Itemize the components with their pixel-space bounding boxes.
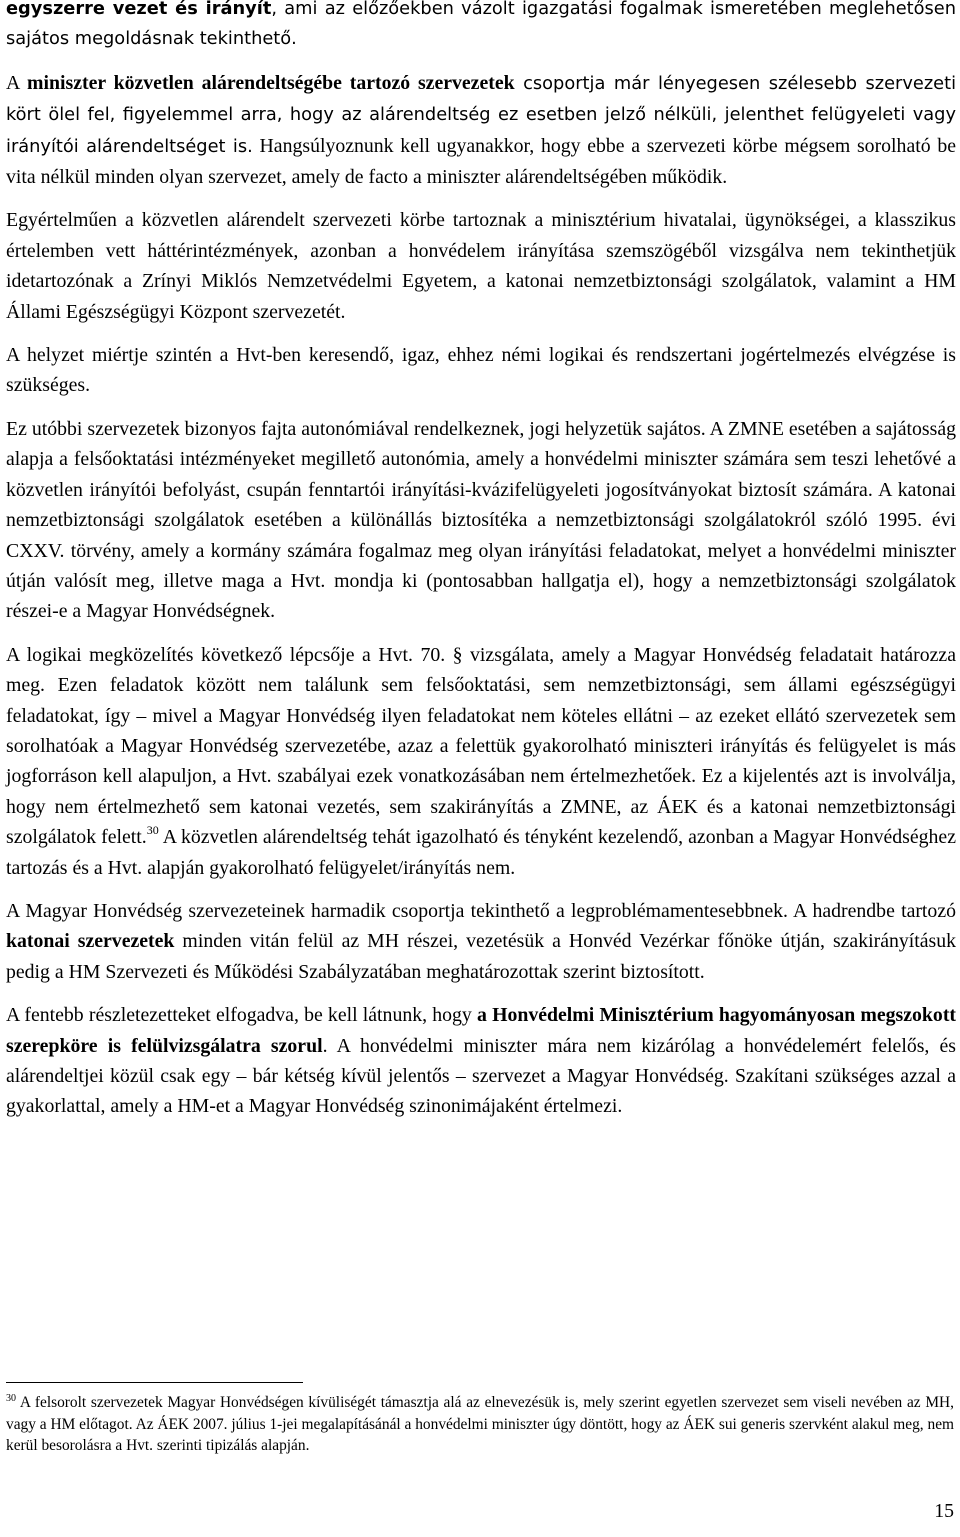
paragraph-text: A [6,71,28,94]
paragraph-8 [6,1000,956,1122]
bold-phrase: egyszerre vezet és irányít [6,0,272,19]
paragraph-7 [6,896,956,987]
paragraph-5: Ez utóbbi szervezetek bizonyos fajta autonómiával rendelkeznek, jogi helyzetük sajátos. A ZMNE esetében a sajátosság alapja a felsőoktatási intézményeket megillető autonómia, amely a honvédelmi miniszter számára sem teszi lehetővé a közvetlen irányítói befolyást, csupán fenntartói irányítási-kvázifelügyeleti jogosítványokat biztosít számára. A katonai nemzetbiztonsági szolgálatok esetében a különállás biztosítéka a nemzetbiztonsági szolgálatokról szóló 1995. évi CXXV. törvény, amely a kormány számára fogalmaz meg olyan irányítási feladatokat, melyet a honvédelmi miniszter útján valósít meg, illetve maga a Hvt. mondja ki (pontosabban hallgatja el), hogy a nemzetbiztonsági szolgálatok részei-e a Magyar Honvédségnek. [6,417,956,623]
paragraph-1 [6,0,956,55]
paragraph-text: A Magyar Honvédség szervezeteinek harmadik csoportja tekinthető a legproblémamentesebbnek. A hadrendbe tartozó [6,899,956,922]
paragraph-text: csoportja már lényegesen szélesebb szervezeti kört ölel fel, figyelemmel arra, hogy az alárendeltség ez esetben jelző nélküli, jelenthet felügyeleti vagy irányítói alárendeltséget is. [6,72,957,157]
bold-phrase: katonai szervezetek [6,930,175,953]
paragraph-4: A helyzet miértje szintén a Hvt-ben keresendő, igaz, ehhez némi logikai és rendszertani jogértelmezés elvégzése is szükséges. [6,344,956,397]
paragraph-text: , ami az előzőekben vázolt igazgatási fogalmak ismeretében meglehetősen sajátos megoldásnak tekinthető. [6,0,957,50]
page-number: 15 [934,1500,954,1522]
document-body [6,0,956,1135]
paragraph-3: Egyértelműen a közvetlen alárendelt szervezeti körbe tartoznak a minisztérium hivatalai, ügynökségei, a klasszikus értelemben vett háttérintézmények, azonban a honvédelem irányítása szemszögéből vizsgálva nem tekinthetjük idetartozónak a Zrínyi Miklós Nemzetvédelmi Egyetem, a katonai nemzetbiztonsági szolgálatok, valamint a HM Állami Egészségügyi Központ szervezetét. [6,209,956,323]
footnote-text: A felsorolt szervezetek Magyar Honvédségen kívüliségét támasztja alá az elnevezésük is, mely szerint egyetlen szervezet sem viseli nevében az MH, vagy a HM előtagot. Az ÁEK 2007. július 1-jei megalapításánál a honvédelmi miniszter úgy döntött, hogy az ÁEK sui generis szervként alakul meg, nem kerül besorolásra a Hvt. szerinti tipizálás alapján. [6,1394,954,1455]
paragraph-text: Hangsúlyoznunk kell ugyanakkor, hogy ebbe a szervezeti körbe mégsem sorolható be vita nélkül minden olyan szervezet, amely de facto a miniszter alárendeltségében működik. [6,134,957,189]
paragraph-6 [6,640,956,883]
footnote-separator [6,1382,303,1383]
paragraph-text: A közvetlen alárendeltség tehát igazolható és tényként kezelendő, azonban a Magyar Honvédséghez tartozás és a Hvt. alapján gyakorolható felügyelet/irányítás nem. [6,826,956,879]
bold-phrase: a Honvédelmi Minisztérium hagyományosan megszokott szerepköre is felülvizsgálatra szorul [6,1004,956,1057]
bold-phrase: miniszter közvetlen alárendeltségébe tartozó szervezetek [27,71,515,94]
paragraph-text: minden vitán felül az MH részei, vezetésük a Honvéd Vezérkar főnöke útján, szakirányításuk pedig a HM Szervezeti és Működési Szabályzatában meghatározottak szerint biztosított. [6,930,957,983]
footnote-number: 30 [6,1393,16,1404]
paragraph-text: A fentebb részletezetteket elfogadva, be kell látnunk, hogy [6,1004,477,1027]
paragraph-2 [6,68,956,193]
paragraph-text: . A honvédelmi miniszter mára nem kizárólag a honvédelemért felelős, és alárendeltjei közül csak egy – bár kétség kívül jelentős – szervezet a Magyar Honvédség. Szakítani szükséges azzal a gyakorlattal, amely a HM-et a Magyar Honvédség szinonimájaként értelmezi. [6,1034,957,1118]
footnote [6,1392,954,1457]
paragraph-text: A logikai megközelítés következő lépcsője a Hvt. 70. § vizsgálata, amely a Magyar Honvédség feladatait határozza meg. Ezen feladatok között nem találunk sem felsőoktatási, sem nemzetbiztonsági, sem állami egészségügyi feladatokat, így – mivel a Magyar Honvédség ilyen feladatokat nem köteles ellátni – az ezeket ellátó szervezetek sem sorolhatóak a Magyar Honvédség szervezetébe, azaz a felettük gyakorolható miniszteri irányítás és felügyelet is más jogforráson kell alapuljon, a Hvt. szabályai ezek vonatkozásában nem értelmezhetőek. Ez a kijelentés azt is involválja, hogy nem értelmezhető sem katonai vezetés, sem szakirányítás a ZMNE, az ÁEK és a katonai nemzetbiztonsági szolgálatok felett. [6,643,956,849]
footnote-reference[interactable]: 30 [146,823,159,838]
